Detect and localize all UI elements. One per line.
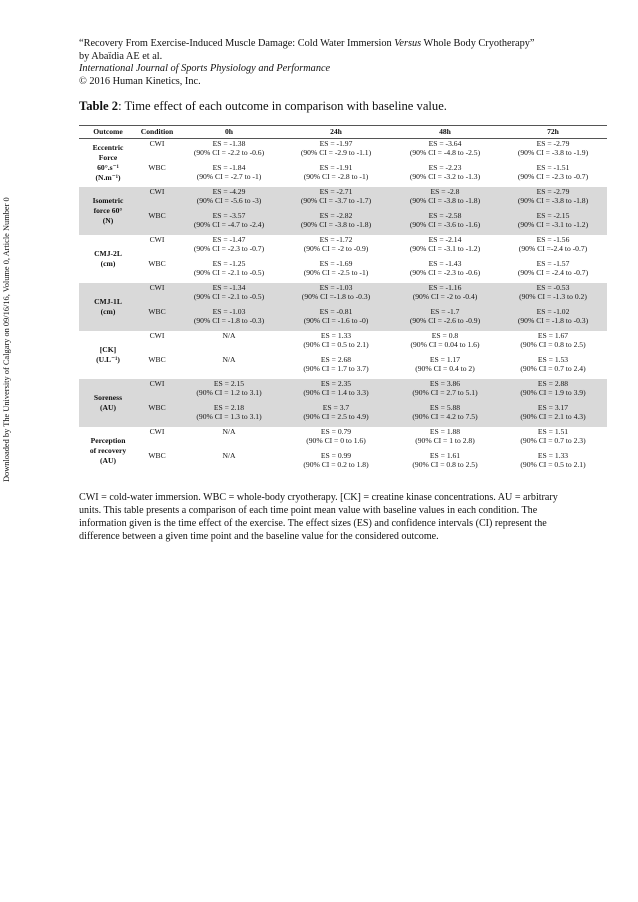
effect-size-value: ES = -1.34 (212, 283, 246, 292)
effect-size-cell (499, 307, 607, 331)
effect-size-value: ES = -1.16 (428, 283, 462, 292)
outcome-label: (AU) (99, 403, 117, 412)
table-title (79, 99, 447, 114)
effect-size-cell (177, 283, 281, 307)
confidence-interval: (90% CI = -2.5 to -1) (303, 268, 369, 278)
confidence-interval: (90% CI = 0.7 to 2.3) (520, 436, 586, 446)
effect-size-value: N/A (222, 427, 236, 436)
outcome-cell (79, 283, 137, 331)
column-header: 24h (281, 126, 391, 139)
table-title-text: : Time effect of each outcome in comparison with baseline value. (118, 99, 447, 113)
confidence-interval: (90% CI = -3.6 to -1.6) (409, 220, 481, 230)
effect-size-value: ES = -1.03 (212, 307, 246, 316)
effect-size-cell (391, 139, 499, 164)
confidence-interval: (90% CI = -2 to -0.4) (412, 292, 478, 302)
confidence-interval: (90% CI = -2.4 to -0.7) (517, 268, 589, 278)
effect-size-value: ES = -2.23 (428, 163, 462, 172)
effect-size-cell (499, 283, 607, 307)
effect-size-cell (391, 451, 499, 475)
effect-size-cell (391, 259, 499, 283)
confidence-interval: (90% CI = 0 to 1.6) (306, 436, 366, 446)
effect-size-cell (391, 331, 499, 355)
effect-size-value: ES = 3.86 (429, 379, 461, 388)
table-row (79, 211, 607, 235)
effect-size-cell (499, 403, 607, 427)
outcome-label: (N.m⁻¹) (95, 173, 121, 182)
effect-size-value: ES = -2.8 (430, 187, 460, 196)
effect-size-cell (281, 451, 391, 475)
table-row (79, 331, 607, 355)
results-table (79, 125, 607, 475)
journal-name: International Journal of Sports Physiology and Performance (79, 63, 331, 75)
effect-size-value: ES = 2.68 (320, 355, 352, 364)
effect-size-value: N/A (222, 355, 236, 364)
outcome-cell (79, 331, 137, 379)
confidence-interval: (90% CI = -2 to -0.9) (303, 244, 369, 254)
outcome-label: CMJ-2L (94, 249, 122, 258)
article-title-line (79, 38, 534, 51)
effect-size-cell (177, 307, 281, 331)
condition-cell: CWI (137, 379, 177, 403)
effect-size-value: ES = 1.51 (537, 427, 569, 436)
effect-size-value: ES = 2.18 (213, 403, 245, 412)
column-header: Outcome (79, 126, 137, 139)
confidence-interval: (90% CI = -2.3 to -0.7) (517, 172, 589, 182)
article-title-versus: Versus (394, 38, 422, 49)
confidence-interval: (90% CI = -4.8 to -2.5) (409, 148, 481, 158)
effect-size-value: ES = -2.14 (428, 235, 462, 244)
effect-size-cell (391, 187, 499, 211)
effect-size-value: ES = -2.82 (319, 211, 353, 220)
confidence-interval: (90% CI = 1.2 to 3.1) (196, 388, 262, 398)
outcome-label: (AU) (99, 456, 117, 465)
effect-size-value: ES = -2.71 (319, 187, 353, 196)
effect-size-value: ES = 3.7 (322, 403, 350, 412)
effect-size-cell (391, 235, 499, 259)
effect-size-value: ES = -1.57 (536, 259, 570, 268)
download-watermark: Downloaded by The University of Calgary on 09/16/16, Volume 0, Article Number 0 (2, 197, 11, 483)
confidence-interval: (90% CI = 0.8 to 2.5) (412, 460, 478, 470)
effect-size-value: ES = -1.38 (212, 139, 246, 148)
confidence-interval: (90% CI = -3.2 to -1.3) (409, 172, 481, 182)
confidence-interval: (90% CI = 0.2 to 1.8) (303, 460, 369, 470)
table-footnote: CWI = cold-water immersion. WBC = whole-body cryotherapy. [CK] = creatine kinase concentrations. AU = arbitrary units. This table presents a comparison of each time point mean value with baseline values in each condition. The information given is the time effect of the exercise. The effect sizes (ES) and confidence intervals (CI) represent the difference between a given time point and the baseline value for the considered outcome. (79, 492, 558, 543)
confidence-interval: (90% CI = -3.8 to -1.8) (409, 196, 481, 206)
effect-size-cell (499, 331, 607, 355)
condition-cell: WBC (148, 259, 166, 268)
effect-size-value: ES = 1.33 (537, 451, 569, 460)
effect-size-value: ES = -0.81 (319, 307, 353, 316)
confidence-interval: (90% CI = 1.3 to 3.1) (196, 412, 262, 422)
condition-cell: WBC (148, 355, 166, 364)
confidence-interval: (90% CI = -2.6 to -0.9) (409, 316, 481, 326)
effect-size-cell (177, 163, 281, 187)
effect-size-cell (177, 187, 281, 211)
table-row (79, 451, 607, 475)
confidence-interval: (90% CI = -2.1 to -0.5) (193, 292, 265, 302)
column-header: 48h (391, 126, 499, 139)
effect-size-value: ES = -1.43 (428, 259, 462, 268)
effect-size-cell (281, 139, 391, 164)
effect-size-value: ES = 1.33 (320, 331, 352, 340)
effect-size-cell (281, 307, 391, 331)
confidence-interval: (90% CI = -2.8 to -1) (303, 172, 369, 182)
effect-size-value: ES = 1.17 (429, 355, 461, 364)
effect-size-cell (281, 331, 391, 355)
column-header: 0h (177, 126, 281, 139)
effect-size-value: ES = -0.53 (536, 283, 570, 292)
condition-cell: CWI (149, 331, 165, 340)
effect-size-value: ES = -1.7 (430, 307, 460, 316)
condition-cell: CWI (149, 235, 165, 244)
confidence-interval: (90% CI = -1.8 to -0.3) (193, 316, 265, 326)
table-row (79, 283, 607, 307)
outcome-cell (79, 427, 137, 475)
table-body (79, 139, 607, 476)
effect-size-cell (281, 379, 391, 403)
effect-size-value: ES = 0.79 (320, 427, 352, 436)
confidence-interval: (90% CI = 0.8 to 2.5) (520, 340, 586, 350)
condition-cell: CWI (149, 139, 165, 148)
effect-size-value: N/A (222, 331, 236, 340)
effect-size-value: ES = -1.72 (319, 235, 353, 244)
effect-size-cell (281, 355, 391, 379)
effect-size-cell (177, 427, 281, 451)
effect-size-cell (499, 211, 607, 235)
outcome-label: Eccentric (92, 143, 124, 152)
outcome-label: (cm) (100, 307, 116, 316)
confidence-interval: (90% CI = -2.3 to -0.7) (193, 244, 265, 254)
effect-size-cell (499, 235, 607, 259)
confidence-interval: (90% CI = -1.3 to 0.2) (519, 292, 587, 302)
effect-size-value: ES = 1.53 (537, 355, 569, 364)
effect-size-value: ES = -1.97 (319, 139, 353, 148)
effect-size-cell (281, 259, 391, 283)
effect-size-value: ES = 1.67 (537, 331, 569, 340)
confidence-interval: (90% CI =-2.4 to -0.7) (518, 244, 588, 254)
confidence-interval: (90% CI = -2.9 to -1.1) (300, 148, 372, 158)
table-row (79, 163, 607, 187)
table-row (79, 379, 607, 403)
effect-size-cell (281, 283, 391, 307)
confidence-interval: (90% CI = -3.8 to -1.8) (517, 196, 589, 206)
article-title-part: “Recovery From Exercise-Induced Muscle Damage: Cold Water Immersion (79, 38, 395, 49)
table-title-label: Table 2 (79, 99, 119, 113)
effect-size-cell (177, 451, 281, 475)
effect-size-value: ES = 0.99 (320, 451, 352, 460)
effect-size-cell (281, 163, 391, 187)
confidence-interval: (90% CI = -2.7 to -1) (196, 172, 262, 182)
condition-cell: WBC (137, 211, 177, 235)
effect-size-value: ES = -3.57 (212, 211, 246, 220)
outcome-label: [CK] (99, 345, 117, 354)
confidence-interval: (90% CI = -3.1 to -1.2) (517, 220, 589, 230)
condition-cell: CWI (137, 283, 177, 307)
effect-size-cell (499, 259, 607, 283)
confidence-interval: (90% CI = -3.8 to -1.9) (517, 148, 589, 158)
condition-cell: WBC (137, 403, 177, 427)
effect-size-value: ES = -1.47 (212, 235, 246, 244)
effect-size-value: ES = 2.88 (537, 379, 569, 388)
outcome-label: force 60° (93, 206, 123, 215)
effect-size-cell (391, 355, 499, 379)
effect-size-value: ES = -1.03 (319, 283, 353, 292)
effect-size-value: ES = 5.88 (429, 403, 461, 412)
confidence-interval: (90% CI = 0.5 to 2.1) (303, 340, 369, 350)
effect-size-value: ES = -2.58 (428, 211, 462, 220)
table-row (79, 139, 607, 164)
confidence-interval: (90% CI = -1.8 to -0.3) (517, 316, 589, 326)
confidence-interval: (90% CI = 2.5 to 4.9) (303, 412, 369, 422)
effect-size-cell (281, 403, 391, 427)
effect-size-cell (499, 427, 607, 451)
effect-size-cell (281, 187, 391, 211)
effect-size-value: ES = -1.25 (212, 259, 246, 268)
effect-size-value: N/A (222, 451, 236, 460)
effect-size-value: ES = -2.15 (536, 211, 570, 220)
effect-size-cell (177, 211, 281, 235)
confidence-interval: (90% CI = 1.7 to 3.7) (303, 364, 369, 374)
confidence-interval: (90% CI = -3.8 to -1.8) (300, 220, 372, 230)
effect-size-cell (177, 235, 281, 259)
confidence-interval: (90% CI = -1.6 to -0) (303, 316, 369, 326)
table-row (79, 307, 607, 331)
article-title-part: Whole Body Cryotherapy” (421, 38, 535, 49)
confidence-interval: (90% CI = 0.4 to 2) (415, 364, 475, 374)
outcome-label: Force (98, 153, 118, 162)
effect-size-cell (391, 163, 499, 187)
table-row (79, 259, 607, 283)
condition-cell: WBC (137, 307, 177, 331)
effect-size-cell (499, 355, 607, 379)
condition-cell: WBC (148, 163, 166, 172)
effect-size-value: ES = -1.51 (536, 163, 570, 172)
confidence-interval: (90% CI =-1.8 to -0.3) (301, 292, 371, 302)
effect-size-cell (177, 379, 281, 403)
confidence-interval: (90% CI = 0.5 to 2.1) (520, 460, 586, 470)
effect-size-value: ES = -1.91 (319, 163, 353, 172)
outcome-label: (U.L⁻¹) (96, 355, 120, 364)
table-row (79, 427, 607, 451)
effect-size-cell (177, 355, 281, 379)
effect-size-value: ES = -1.84 (212, 163, 246, 172)
confidence-interval: (90% CI = -2.2 to -0.6) (193, 148, 265, 158)
effect-size-cell (499, 187, 607, 211)
effect-size-value: ES = 2.35 (320, 379, 352, 388)
effect-size-cell (281, 211, 391, 235)
confidence-interval: (90% CI = -3.1 to -1.2) (409, 244, 481, 254)
effect-size-value: ES = 2.15 (213, 379, 245, 388)
effect-size-value: ES = -4.29 (212, 187, 246, 196)
effect-size-cell (177, 259, 281, 283)
confidence-interval: (90% CI = 1.9 to 3.9) (520, 388, 586, 398)
condition-cell: CWI (137, 187, 177, 211)
outcome-label: of recovery (89, 446, 127, 455)
outcome-label: CMJ-1L (94, 297, 122, 306)
table-row (79, 187, 607, 211)
effect-size-cell (281, 235, 391, 259)
effect-size-cell (499, 379, 607, 403)
confidence-interval: (90% CI = 2.7 to 5.1) (412, 388, 478, 398)
table-row (79, 355, 607, 379)
outcome-label: Perception (90, 436, 126, 445)
effect-size-value: ES = -2.79 (536, 139, 570, 148)
effect-size-value: ES = 0.8 (431, 331, 459, 340)
confidence-interval: (90% CI = 0.04 to 1.6) (410, 340, 480, 350)
confidence-interval: (90% CI = -2.3 to -0.6) (409, 268, 481, 278)
effect-size-value: ES = -2.79 (536, 187, 570, 196)
effect-size-value: ES = -3.64 (428, 139, 462, 148)
effect-size-value: ES = 1.88 (429, 427, 461, 436)
table-row (79, 235, 607, 259)
confidence-interval: (90% CI = 2.1 to 4.3) (520, 412, 586, 422)
copyright-line: © 2016 Human Kinetics, Inc. (79, 75, 201, 87)
effect-size-cell (391, 211, 499, 235)
confidence-interval: (90% CI = 0.7 to 2.4) (520, 364, 586, 374)
confidence-interval: (90% CI = -2.1 to -0.5) (193, 268, 265, 278)
effect-size-cell (177, 331, 281, 355)
confidence-interval: (90% CI = 1 to 2.8) (415, 436, 475, 446)
effect-size-value: ES = 1.61 (429, 451, 461, 460)
outcome-label: (N) (102, 216, 114, 225)
effect-size-value: ES = 3.17 (537, 403, 569, 412)
effect-size-cell (281, 427, 391, 451)
effect-size-cell (391, 427, 499, 451)
article-header (79, 38, 534, 88)
effect-size-cell (391, 283, 499, 307)
confidence-interval: (90% CI = 1.4 to 3.3) (303, 388, 369, 398)
outcome-label: (cm) (100, 259, 116, 268)
effect-size-cell (177, 139, 281, 164)
confidence-interval: (90% CI = -4.7 to -2.4) (193, 220, 265, 230)
outcome-cell (79, 139, 137, 188)
outcome-label: Isometric (92, 196, 124, 205)
effect-size-value: ES = -1.56 (536, 235, 570, 244)
outcome-cell (79, 187, 137, 235)
column-header: Condition (137, 126, 177, 139)
condition-cell: CWI (149, 427, 165, 436)
effect-size-cell (499, 163, 607, 187)
confidence-interval: (90% CI = -5.6 to -3) (196, 196, 262, 206)
confidence-interval: (90% CI = 4.2 to 7.5) (412, 412, 478, 422)
table-row (79, 403, 607, 427)
column-header: 72h (499, 126, 607, 139)
effect-size-value: ES = -1.69 (319, 259, 353, 268)
outcome-cell (79, 235, 137, 283)
condition-cell: WBC (148, 451, 166, 460)
outcome-label: Soreness (93, 393, 123, 402)
outcome-label: 60°.s⁻¹ (97, 163, 119, 172)
confidence-interval: (90% CI = -3.7 to -1.7) (300, 196, 372, 206)
effect-size-cell (391, 403, 499, 427)
effect-size-value: ES = -1.02 (536, 307, 570, 316)
article-authors: by Abaïdia AE et al. (79, 50, 163, 62)
effect-size-cell (177, 403, 281, 427)
effect-size-cell (391, 379, 499, 403)
outcome-cell (79, 379, 137, 427)
effect-size-cell (391, 307, 499, 331)
effect-size-cell (499, 139, 607, 164)
table-header-row (79, 126, 607, 139)
effect-size-cell (499, 451, 607, 475)
